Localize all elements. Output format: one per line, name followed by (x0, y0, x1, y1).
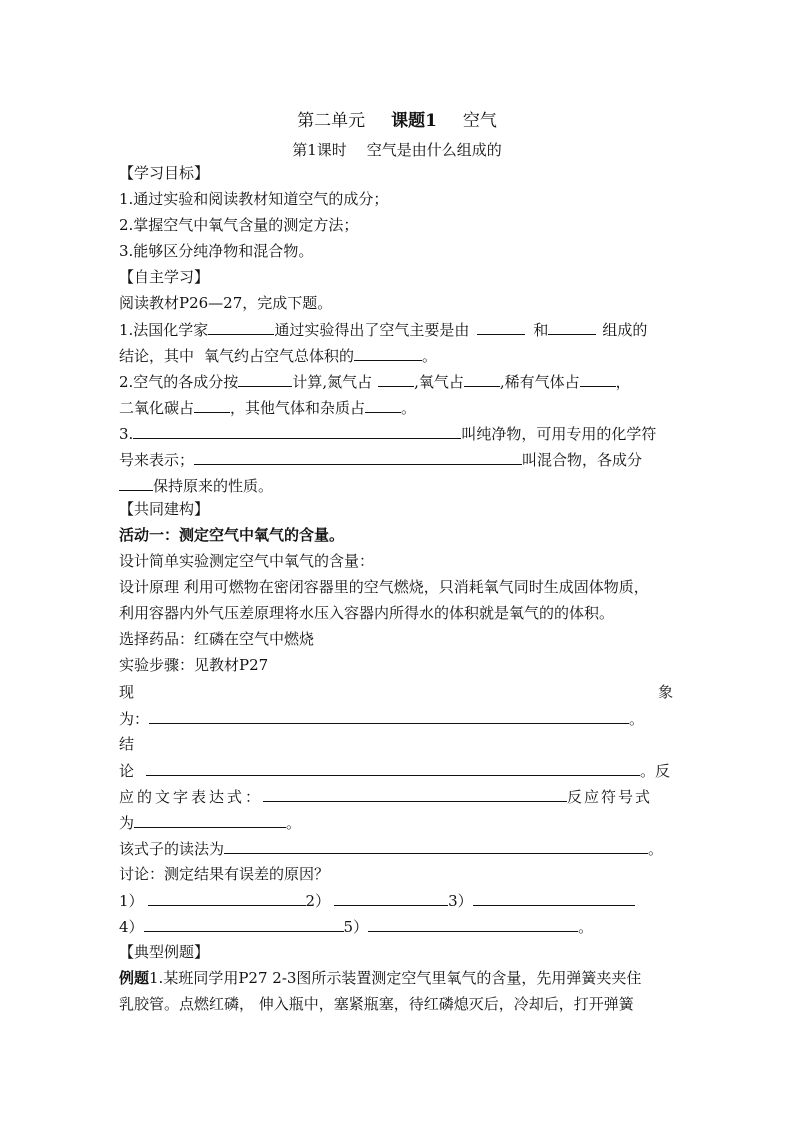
symbol-equation-line: 为 。 (119, 814, 302, 832)
subtitle-text: 空气是由什么组成的 (366, 141, 502, 159)
phenomenon-left: 现 (119, 683, 135, 701)
principle-line-2: 利用容器内外气压差原理将水压入容器内所得水的体积就是氧气的的体积。 (119, 604, 615, 622)
question-1-line-2: 结论，其中 氧气约占空气总体积的 。 (119, 347, 438, 365)
question-2-line-2: 二氧化碳占 ，其他气体和杂质占 。 (119, 399, 417, 417)
build-heading: 【共同建构】 (119, 500, 210, 518)
answer-blank[interactable] (194, 450, 522, 465)
answer-blank[interactable] (548, 320, 596, 335)
answer-blank[interactable] (133, 424, 461, 439)
answer-blank[interactable] (194, 398, 230, 413)
page-title (0, 106, 794, 131)
discussion-text: 讨论：测定结果有误差的原因？ (119, 865, 330, 883)
reasons-line-2: 4） 5） 。 (119, 918, 594, 936)
example-label: 例题 (119, 969, 150, 987)
answer-blank[interactable] (464, 372, 500, 387)
design-text: 设计简单实验测定空气中氧气的含量： (119, 552, 375, 570)
topic-label: 空气 (462, 111, 497, 131)
example-heading: 【典型例题】 (119, 943, 210, 961)
goal-item: 2.掌握空气中氧气含量的测定方法； (119, 216, 359, 234)
answer-blank[interactable] (580, 372, 616, 387)
self-study-heading: 【自主学习】 (119, 268, 210, 286)
question-3-line-2: 号来表示； 叫混合物，各成分 (119, 451, 643, 469)
example-line-2: 乳胶管。点燃红磷， 伸入瓶中，塞紧瓶塞，待红磷熄灭后，冷却后，打开弹簧 (119, 995, 634, 1013)
self-study-intro: 阅读教材P26—27，完成下题。 (119, 294, 333, 312)
example-line-1: 例题1.某班同学用P27 2-3图所示装置测定空气里氧气的含量，先用弹簧夹夹住 (119, 969, 642, 987)
answer-blank[interactable] (354, 346, 422, 361)
question-3-line-1: 3. 叫纯净物，可用专用的化学符 (119, 425, 657, 443)
conclusion-left: 结 (119, 735, 135, 753)
question-3-line-3: 保持原来的性质。 (119, 476, 273, 495)
activity-title: 活动一：测定空气中氧气的含量。 (119, 526, 345, 544)
answer-blank[interactable] (149, 709, 629, 724)
period-label: 第1课时 (292, 141, 347, 159)
answer-blank[interactable] (334, 891, 448, 906)
answer-blank[interactable] (263, 787, 567, 802)
steps-text: 实验步骤：见教材P27 (119, 656, 269, 674)
answer-blank[interactable] (378, 372, 414, 387)
answer-blank[interactable] (368, 917, 578, 932)
lesson-label: 课题1 (391, 111, 437, 131)
answer-blank[interactable] (208, 320, 274, 335)
answer-blank[interactable] (146, 761, 640, 776)
reading-line: 该式子的读法为 。 (119, 840, 664, 858)
reasons-line-1: 1） 2） 3） (119, 891, 635, 910)
answer-blank[interactable] (477, 320, 525, 335)
phenomenon-right: 象 (658, 683, 674, 701)
question-1-line-1: 1.法国化学家 通过实验得出了空气主要是由 和 组成的 (119, 321, 648, 339)
unit-label: 第二单元 (297, 111, 366, 131)
answer-blank[interactable] (134, 813, 286, 828)
answer-blank[interactable] (365, 398, 401, 413)
answer-blank[interactable] (238, 372, 292, 387)
principle-line-1: 设计原理 利用可燃物在密闭容器里的空气燃烧，只消耗氧气同时生成固体物质， (119, 578, 649, 596)
conclusion-line: 论 。反 (119, 762, 671, 780)
phenomenon-line: 为： 。 (119, 710, 645, 728)
answer-blank[interactable] (224, 839, 648, 854)
question-2-line-1: 2.空气的各成分按 计算,氮气占 ,氧气占 ,稀有气体占 ， (119, 373, 631, 391)
goal-item: 1.通过实验和阅读教材知道空气的成分； (119, 190, 389, 208)
page-subtitle (0, 139, 794, 160)
goals-heading: 【学习目标】 (119, 164, 210, 182)
answer-blank[interactable] (119, 476, 153, 491)
drug-text: 选择药品：红磷在空气中燃烧 (119, 630, 315, 648)
answer-blank[interactable] (148, 891, 306, 906)
goal-item: 3.能够区分纯净物和混合物。 (119, 242, 314, 260)
word-equation-line: 应的文字表达式： 反应符号式 (119, 788, 653, 806)
answer-blank[interactable] (144, 917, 344, 932)
answer-blank[interactable] (473, 891, 635, 906)
